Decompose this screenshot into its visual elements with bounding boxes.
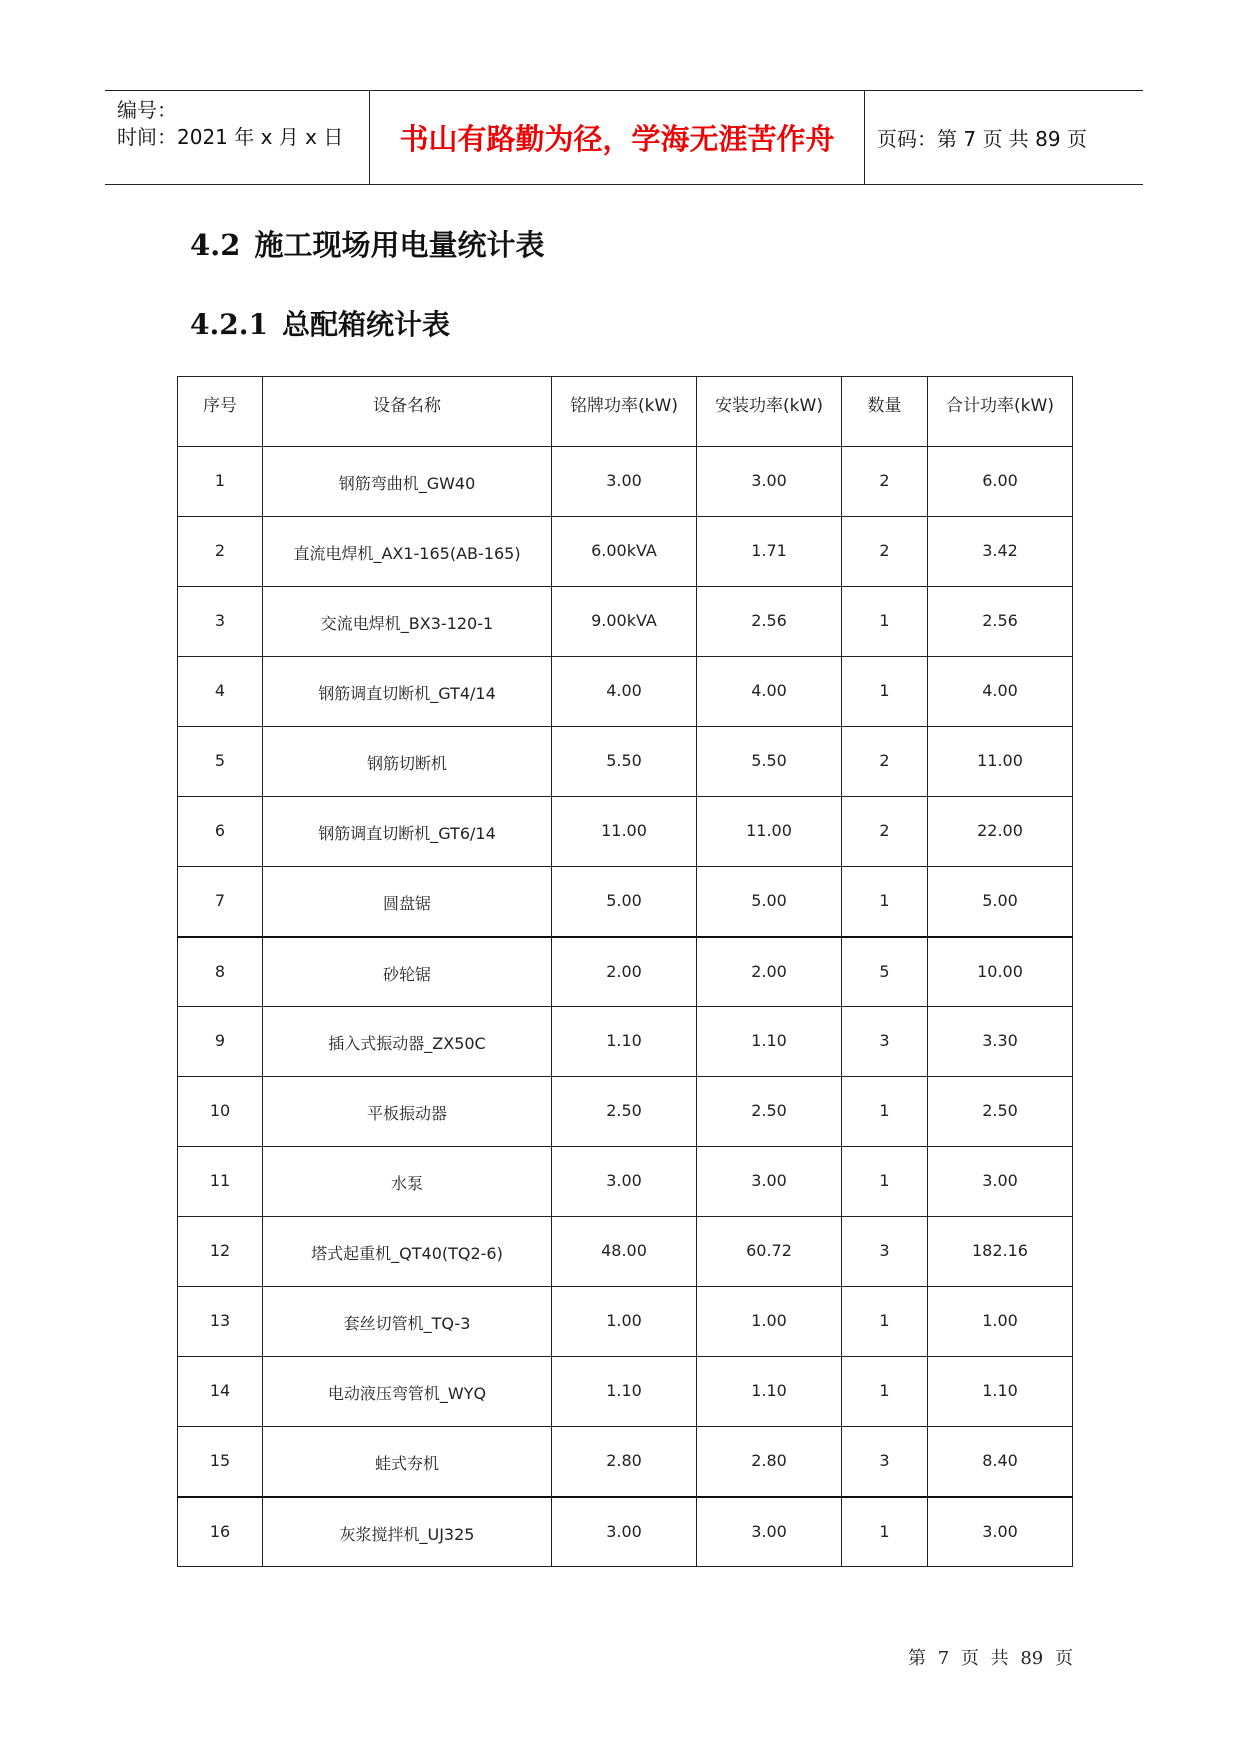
column-header: 数量 xyxy=(842,377,928,447)
header-left-cell xyxy=(105,91,370,184)
table-cell: 1 xyxy=(842,1497,928,1567)
section-heading xyxy=(190,223,544,264)
table-row xyxy=(178,727,1073,797)
table-cell: 4.00 xyxy=(697,657,842,727)
table-cell: 4.00 xyxy=(928,657,1073,727)
table-cell: 10 xyxy=(178,1077,263,1147)
motto-text: 书山有路勤为径，学海无涯苦作舟 xyxy=(399,122,835,156)
table-cell: 1 xyxy=(842,867,928,937)
table-cell: 直流电焊机_AX1-165(AB-165) xyxy=(263,517,552,587)
table-cell: 圆盘锯 xyxy=(263,867,552,937)
table-cell: 2.50 xyxy=(697,1077,842,1147)
table-cell: 3.00 xyxy=(552,1497,697,1567)
table-cell: 2.56 xyxy=(928,587,1073,657)
table-cell: 1.00 xyxy=(697,1287,842,1357)
table-cell: 3.00 xyxy=(697,1497,842,1567)
table-cell: 1.00 xyxy=(552,1287,697,1357)
subsection-heading xyxy=(190,303,450,343)
power-statistics-table xyxy=(177,376,1073,1567)
table-row xyxy=(178,657,1073,727)
table-cell: 3.00 xyxy=(697,1147,842,1217)
table-row xyxy=(178,1357,1073,1427)
table-cell: 16 xyxy=(178,1497,263,1567)
table-cell: 钢筋切断机 xyxy=(263,727,552,797)
header-page-info: 页码：第 7 页 共 89 页 xyxy=(877,127,1087,151)
table-cell: 灰浆搅拌机_UJ325 xyxy=(263,1497,552,1567)
table-cell: 1.71 xyxy=(697,517,842,587)
table-cell: 1 xyxy=(842,1147,928,1217)
table-cell: 14 xyxy=(178,1357,263,1427)
table-row xyxy=(178,1007,1073,1077)
table-cell: 3.00 xyxy=(552,447,697,517)
table-cell: 2.00 xyxy=(552,937,697,1007)
header-right-cell xyxy=(865,91,1143,184)
table-cell: 砂轮锯 xyxy=(263,937,552,1007)
table-cell: 5.00 xyxy=(928,867,1073,937)
table-row xyxy=(178,937,1073,1007)
table-cell: 电动液压弯管机_WYQ xyxy=(263,1357,552,1427)
table-row xyxy=(178,1427,1073,1497)
table-row xyxy=(178,517,1073,587)
section-number: 4.2 xyxy=(190,228,241,262)
table-cell: 22.00 xyxy=(928,797,1073,867)
subsection-title: 总配箱统计表 xyxy=(281,308,450,341)
table-cell: 套丝切管机_TQ-3 xyxy=(263,1287,552,1357)
table-cell: 5.00 xyxy=(552,867,697,937)
table-cell: 48.00 xyxy=(552,1217,697,1287)
table-cell: 10.00 xyxy=(928,937,1073,1007)
column-header: 合计功率(kW) xyxy=(928,377,1073,447)
table-cell: 8 xyxy=(178,937,263,1007)
date-label: 时间：2021 年 x 月 x 日 xyxy=(117,125,344,149)
table-cell: 12 xyxy=(178,1217,263,1287)
table-cell: 3.00 xyxy=(552,1147,697,1217)
table-cell: 钢筋调直切断机_GT4/14 xyxy=(263,657,552,727)
table-row xyxy=(178,1217,1073,1287)
table-cell: 1.10 xyxy=(552,1357,697,1427)
table-cell: 2.80 xyxy=(697,1427,842,1497)
table-row xyxy=(178,1287,1073,1357)
table-cell: 182.16 xyxy=(928,1217,1073,1287)
table-cell: 1 xyxy=(842,1357,928,1427)
table-cell: 1.10 xyxy=(928,1357,1073,1427)
table-cell: 60.72 xyxy=(697,1217,842,1287)
table-cell: 蛙式夯机 xyxy=(263,1427,552,1497)
table-row xyxy=(178,1077,1073,1147)
table-cell: 1 xyxy=(842,587,928,657)
table-row xyxy=(178,867,1073,937)
section-title: 施工现场用电量统计表 xyxy=(254,228,545,262)
table-cell: 4 xyxy=(178,657,263,727)
table-cell: 2.50 xyxy=(928,1077,1073,1147)
column-header: 铭牌功率(kW) xyxy=(552,377,697,447)
table-cell: 11.00 xyxy=(552,797,697,867)
table-cell: 交流电焊机_BX3-120-1 xyxy=(263,587,552,657)
table-cell: 13 xyxy=(178,1287,263,1357)
column-header: 安装功率(kW) xyxy=(697,377,842,447)
table-cell: 5 xyxy=(178,727,263,797)
table-cell: 5.00 xyxy=(697,867,842,937)
page-footer: 第 7 页 共 89 页 xyxy=(908,1648,1073,1669)
table-cell: 2 xyxy=(178,517,263,587)
table-cell: 5.50 xyxy=(697,727,842,797)
table-cell: 2.80 xyxy=(552,1427,697,1497)
table-cell: 2 xyxy=(842,447,928,517)
table-cell: 3.00 xyxy=(928,1147,1073,1217)
table-cell: 3 xyxy=(842,1007,928,1077)
subsection-number: 4.2.1 xyxy=(190,308,268,341)
table-cell: 7 xyxy=(178,867,263,937)
table-cell: 钢筋弯曲机_GW40 xyxy=(263,447,552,517)
table-cell: 11 xyxy=(178,1147,263,1217)
table-cell: 6.00kVA xyxy=(552,517,697,587)
table-cell: 钢筋调直切断机_GT6/14 xyxy=(263,797,552,867)
table-cell: 2.50 xyxy=(552,1077,697,1147)
table-body xyxy=(178,447,1073,1567)
table-cell: 水泵 xyxy=(263,1147,552,1217)
column-header: 设备名称 xyxy=(263,377,552,447)
header-middle-cell xyxy=(370,91,865,184)
table-cell: 4.00 xyxy=(552,657,697,727)
table-cell: 11.00 xyxy=(697,797,842,867)
table-cell: 3.00 xyxy=(928,1497,1073,1567)
table-cell: 1.10 xyxy=(697,1357,842,1427)
table-cell: 1 xyxy=(842,1287,928,1357)
table-cell: 1 xyxy=(178,447,263,517)
table-cell: 平板振动器 xyxy=(263,1077,552,1147)
table-row xyxy=(178,447,1073,517)
table-row xyxy=(178,587,1073,657)
table-cell: 15 xyxy=(178,1427,263,1497)
table-cell: 11.00 xyxy=(928,727,1073,797)
table-cell: 3 xyxy=(178,587,263,657)
column-header: 序号 xyxy=(178,377,263,447)
table-cell: 5 xyxy=(842,937,928,1007)
table-row xyxy=(178,1497,1073,1567)
table-cell: 6.00 xyxy=(928,447,1073,517)
table-cell: 1.00 xyxy=(928,1287,1073,1357)
table-cell: 8.40 xyxy=(928,1427,1073,1497)
table-cell: 塔式起重机_QT40(TQ2-6) xyxy=(263,1217,552,1287)
table-cell: 2.00 xyxy=(697,937,842,1007)
table-cell: 3.30 xyxy=(928,1007,1073,1077)
table-cell: 2 xyxy=(842,797,928,867)
table-cell: 6 xyxy=(178,797,263,867)
table-cell: 2 xyxy=(842,727,928,797)
table-cell: 3.42 xyxy=(928,517,1073,587)
table-cell: 3 xyxy=(842,1217,928,1287)
table-cell: 3.00 xyxy=(697,447,842,517)
table-cell: 5.50 xyxy=(552,727,697,797)
table-cell: 9 xyxy=(178,1007,263,1077)
table-cell: 9.00kVA xyxy=(552,587,697,657)
table-header-row xyxy=(178,377,1073,447)
table-cell: 1 xyxy=(842,657,928,727)
table-cell: 1.10 xyxy=(697,1007,842,1077)
table-cell: 2 xyxy=(842,517,928,587)
table-row xyxy=(178,1147,1073,1217)
serial-number-label: 编号： xyxy=(117,98,177,122)
table-cell: 插入式振动器_ZX50C xyxy=(263,1007,552,1077)
table-cell: 3 xyxy=(842,1427,928,1497)
table-row xyxy=(178,797,1073,867)
page-header xyxy=(105,90,1143,185)
table-cell: 1 xyxy=(842,1077,928,1147)
table-cell: 2.56 xyxy=(697,587,842,657)
table-cell: 1.10 xyxy=(552,1007,697,1077)
